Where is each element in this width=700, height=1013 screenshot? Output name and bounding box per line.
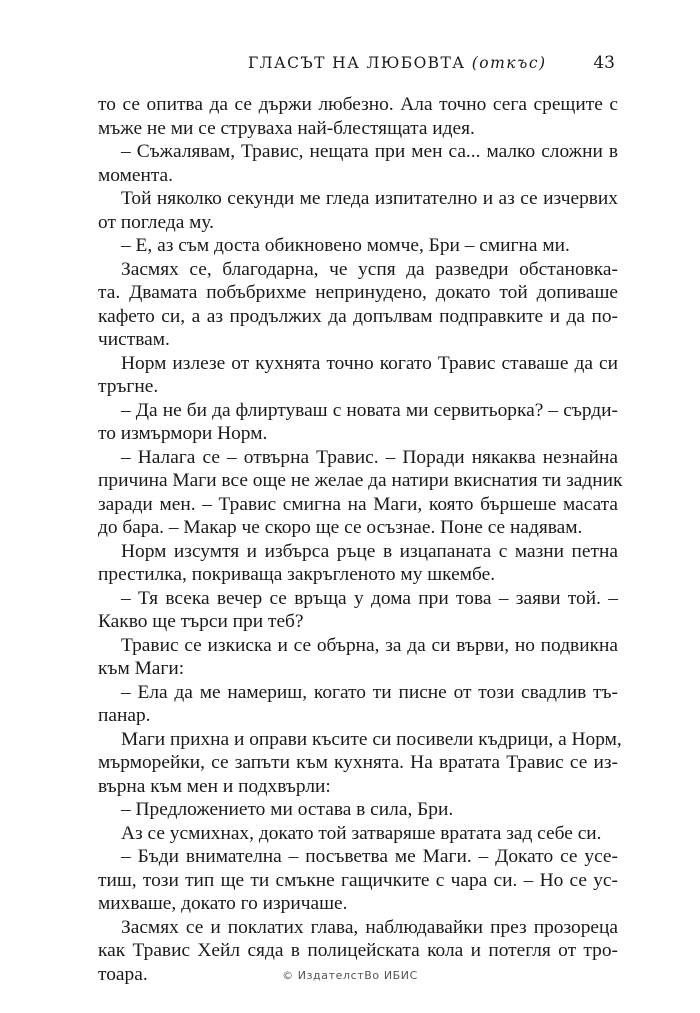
publisher-copyright: © ИздателстВо ИБИС [282, 969, 418, 982]
text-line: тиш, този тип ще ти смъкне гащичките с чара си. – Но се ус- [98, 869, 618, 891]
text-line: – Да не би да флиртуваш с новата ми сервитьорка? – сърди- [121, 399, 618, 421]
text-line: та. Двамата побъбрихме непринудено, докато той допиваше [98, 282, 618, 303]
text-line: чиствам. [98, 329, 170, 350]
book-title [248, 54, 547, 72]
text-line: заради мен. – Травис смигна на Маги, която бършеше масата [98, 493, 618, 515]
text-line: към Маги: [98, 658, 185, 679]
text-line: Засмях се и поклатих глава, наблюдавайки през прозореца [121, 916, 618, 938]
text-line: Травис се изкиска и се обърна, за да си върви, но подвикна [121, 634, 618, 656]
text-line: мъже не ми се струваха най-блестящата идея. [98, 117, 475, 139]
text-line: момента. [98, 164, 174, 186]
book-title-text: ГЛАСЪТ НА ЛЮБОВТА [248, 54, 466, 72]
text-line: Норм излезе от кухнята точно когато Травис ставаше да си [121, 352, 618, 374]
text-line: престилка, покриваща закръгленото му шкембе. [98, 564, 496, 585]
text-line: михваше, докато го изричаше. [98, 893, 348, 914]
text-line: как Травис Хейл сяда в полицейската кола и потегля от тро- [98, 940, 618, 961]
body-text [98, 93, 623, 986]
running-head [98, 52, 618, 76]
text-line: – Е, аз съм доста обикновено момче, Бри – смигна ми. [121, 235, 570, 256]
text-line: то се опитва да се държи любезно. Ала точно сега срещите с [98, 94, 618, 115]
text-line: – Съжалявам, Травис, нещата при мен са... малко сложни в [121, 141, 618, 162]
text-line: Норм изсумтя и избърса ръце в изцапаната с мазни петна [121, 540, 618, 562]
text-line: Какво ще търси при теб? [98, 611, 304, 632]
text-line: то измърмори Норм. [98, 423, 268, 444]
text-line: Засмях се, благодарна, че успя да разведри обстановка- [121, 258, 618, 280]
book-subtitle: (откъс) [471, 54, 547, 72]
page-number: 43 [593, 53, 615, 73]
text-line: Той няколко секунди ме гледа изпитателно и аз се изчервих [121, 188, 618, 209]
text-line: причина Маги все още не желае да натири вкиснатия ти задник [98, 470, 623, 491]
text-line: панар. [98, 705, 151, 726]
text-line: кафето си, а аз продължих да допълвам подправките и да по- [98, 305, 618, 327]
text-line: – Ела да ме намериш, когато ти писне от този свадлив тъ- [121, 681, 618, 703]
text-line: – Тя всека вечер се връща у дома при това – заяви той. – [121, 587, 618, 609]
text-line: – Предложението ми остава в сила, Бри. [121, 799, 454, 820]
text-line: – Налага се – отвърна Травис. – Поради някаква незнайна [121, 446, 618, 468]
text-line: върна към мен и подхвърли: [98, 775, 331, 797]
text-line: от погледа му. [98, 211, 215, 233]
text-line: – Бъди внимателна – посъветва ме Маги. – Докато се усе- [121, 846, 618, 867]
text-line: тоара. [98, 963, 148, 985]
text-line: мърморейки, се запъти към кухнята. На вратата Травис се из- [98, 752, 618, 773]
text-line: тръгне. [98, 376, 159, 397]
text-line: Маги прихна и оправи късите си посивели къдрици, а Норм, [121, 728, 622, 750]
text-line: до бара. – Макар че скоро ще се осъзнае. Поне се надявам. [98, 517, 583, 538]
text-line: Аз се усмихнах, докато той затваряше вратата зад себе си. [121, 822, 602, 844]
